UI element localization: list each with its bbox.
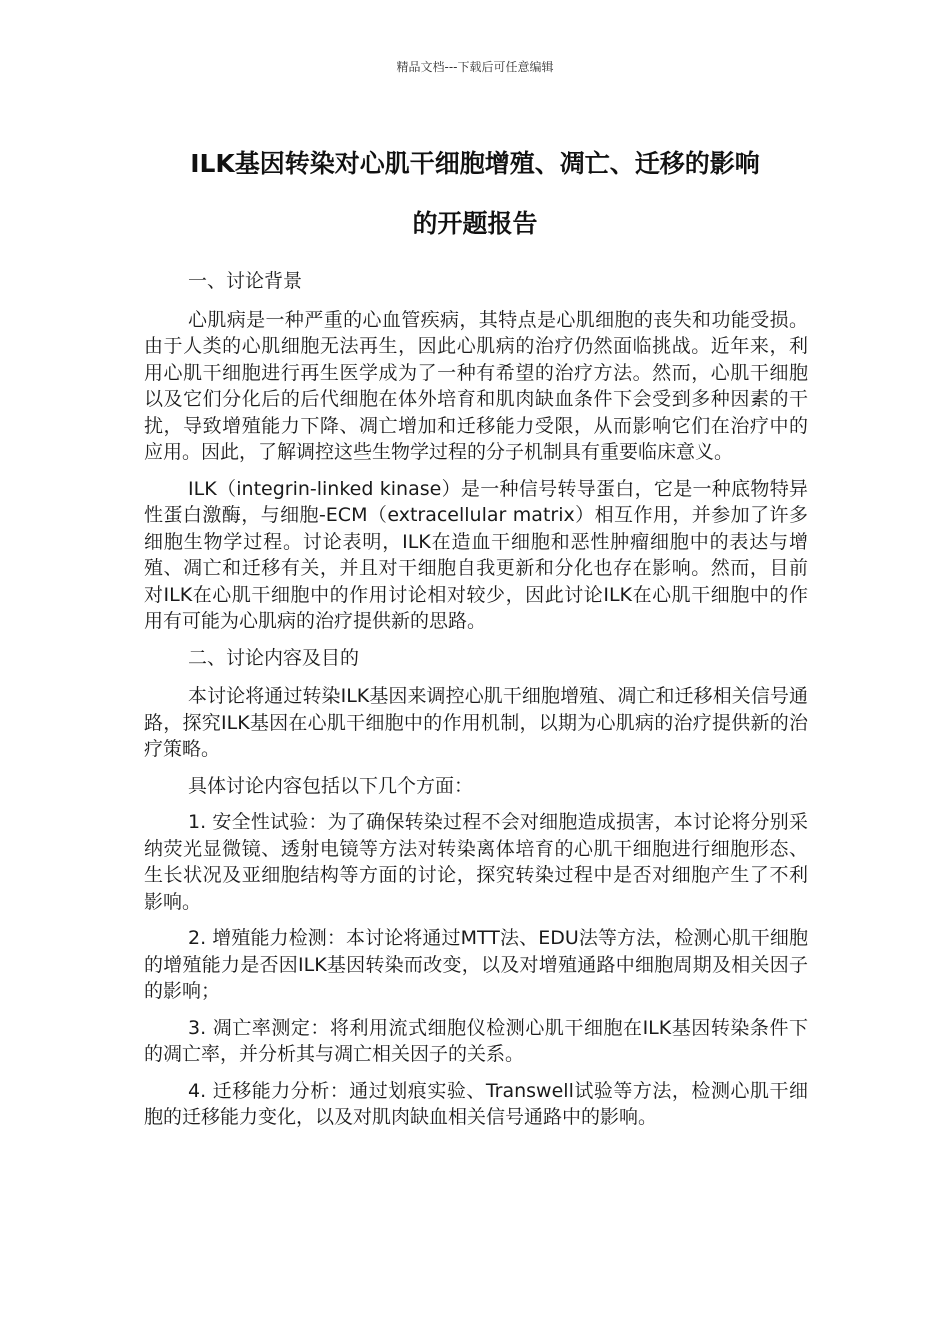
header-note: 精品文档---下载后可任意编辑 — [396, 60, 554, 74]
paragraph-content-1: 本讨论将通过转染ILK基因来调控心肌干细胞增殖、凋亡和迁移相关信号通路，探究ILK基因在心肌干细胞中的作用机制，以期为心肌病的治疗提供新的治疗策略。 — [144, 685, 808, 760]
list-item-proliferation-test: 2. 增殖能力检测：本讨论将通过MTT法、EDU法等方法，检测心肌干细胞的增殖能力是否因ILK基因转染而改变，以及对增殖通路中细胞周期及相关因子的影响； — [144, 927, 808, 1002]
title-line-2: 的开题报告 — [412, 209, 538, 238]
document-title — [140, 134, 810, 254]
list-item-migration-test: 4. 迁移能力分析：通过划痕实验、Transwell试验等方法，检测心肌干细胞的迁移能力变化，以及对肌肉缺血相关信号通路中的影响。 — [144, 1079, 808, 1128]
paragraph-content-2: 具体讨论内容包括以下几个方面： — [188, 774, 474, 797]
section-heading-background: 一、讨论背景 — [188, 270, 303, 292]
list-item-safety-test: 1. 安全性试验：为了确保转染过程不会对细胞造成损害，本讨论将分别采纳荧光显微镜、透射电镜等方法对转染离体培育的心肌干细胞进行细胞形态、生长状况及亚细胞结构等方面的讨论，探究转染过程中是否对细胞产生了不利影响。 — [144, 811, 808, 913]
list-item-apoptosis-test: 3. 凋亡率测定：将利用流式细胞仪检测心肌干细胞在ILK基因转染条件下的凋亡率，并分析其与凋亡相关因子的关系。 — [144, 1016, 808, 1065]
section-heading-content: 二、讨论内容及目的 — [188, 646, 360, 669]
title-line-1: ILK基因转染对心肌干细胞增殖、凋亡、迁移的影响 — [190, 149, 760, 178]
paragraph-background-1: 心肌病是一种严重的心血管疾病，其特点是心肌细胞的丧失和功能受损。由于人类的心肌细胞无法再生，因此心肌病的治疗仍然面临挑战。近年来，利用心肌干细胞进行再生医学成为了一种有希望的治疗方法。然而，心肌干细胞以及它们分化后的后代细胞在体外培育和肌肉缺血条件下会受到多种因素的干扰，导致增殖能力下降、凋亡增加和迁移能力受限，从而影响它们在治疗中的应用。因此，了解调控这些生物学过程的分子机制具有重要临床意义。 — [144, 308, 808, 463]
paragraph-background-2: ILK（integrin-linked kinase）是一种信号转导蛋白，它是一种底物特异性蛋白激酶，与细胞-ECM（extracellular matrix）相互作用，并参加了许多细胞生物学过程。讨论表明，ILK在造血干细胞和恶性肿瘤细胞中的表达与增殖、凋亡和迁移有关，并且对干细胞自我更新和分化也存在影响。然而，目前对ILK在心肌干细胞中的作用讨论相对较少，因此讨论ILK在心肌干细胞中的作用有可能为心肌病的治疗提供新的思路。 — [144, 477, 808, 632]
document-body — [144, 268, 808, 1141]
